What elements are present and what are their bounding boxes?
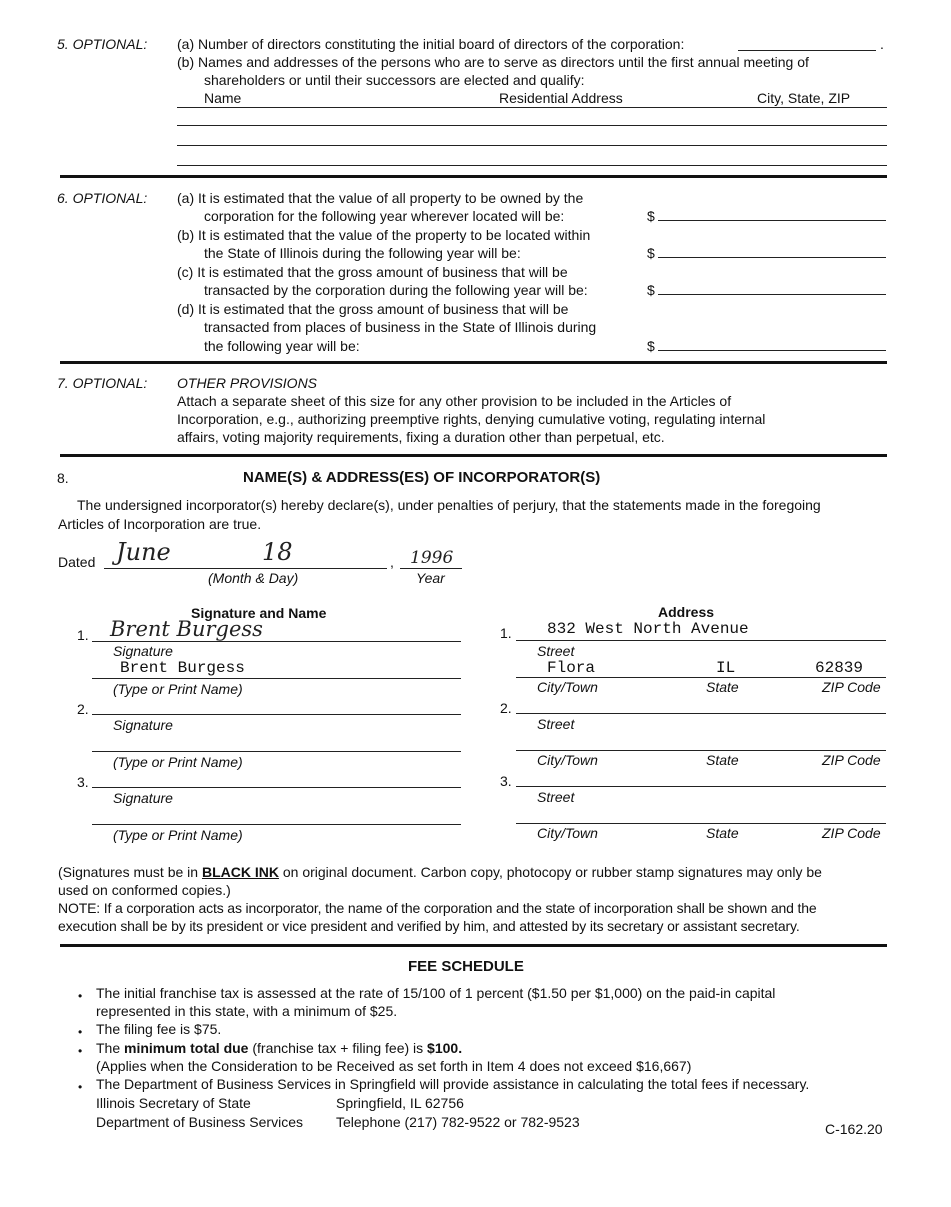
section-divider xyxy=(60,454,887,457)
property-value-field[interactable] xyxy=(658,220,886,221)
dollar-sign: $ xyxy=(647,245,655,261)
fee-item-4: The Department of Business Services in Springfield will provide assistance in calculating the total fees if necessary. xyxy=(96,1076,810,1092)
office-city: Springfield, IL 62756 xyxy=(336,1095,464,1111)
department-name: Department of Business Services xyxy=(96,1114,303,1130)
s6-item-c-line1: (c) It is estimated that the gross amount of business that will be xyxy=(177,264,568,280)
s6-item-d-line2: transacted from places of business in the State of Illinois during xyxy=(204,319,597,335)
directors-count-field[interactable] xyxy=(738,50,876,51)
address-header: Address xyxy=(658,604,715,620)
street-field-1[interactable] xyxy=(516,640,886,641)
street-field-2[interactable] xyxy=(516,713,886,714)
director-row-1[interactable] xyxy=(177,125,887,126)
fee-item-3: The minimum total due (franchise tax + filing fee) is $100. xyxy=(96,1040,463,1056)
address-number: 3. xyxy=(500,773,512,789)
handwritten-year: 1996 xyxy=(410,548,454,568)
zip-label: ZIP Code xyxy=(822,752,881,768)
section-divider xyxy=(60,175,887,178)
signature-name-header: Signature and Name xyxy=(191,605,327,621)
handwritten-month: June xyxy=(116,538,171,566)
dollar-sign: $ xyxy=(647,338,655,354)
illinois-business-field[interactable] xyxy=(658,350,886,351)
zip-label: ZIP Code xyxy=(822,679,881,695)
bullet: • xyxy=(78,1025,83,1039)
s5-item-a: (a) Number of directors constituting the initial board of directors of the corporation: xyxy=(177,36,685,52)
section-7-label: 7. OPTIONAL: xyxy=(57,375,148,391)
bullet: • xyxy=(78,1044,83,1058)
section-6-label: 6. OPTIONAL: xyxy=(57,190,148,206)
incorporator-1-street: 832 West North Avenue xyxy=(547,620,749,638)
black-ink-note-line2: used on conformed copies.) xyxy=(58,882,231,898)
form-number: C-162.20 xyxy=(825,1121,883,1137)
state-label: State xyxy=(706,679,739,695)
print-name-label: (Type or Print Name) xyxy=(113,754,243,770)
dated-label: Dated xyxy=(58,554,96,570)
director-row-3[interactable] xyxy=(177,165,887,166)
corporation-note-line2: execution shall be by its president or vice president and verified by him, and attested by its secretary or assistant secretary. xyxy=(58,918,800,934)
declaration-line1: The undersigned incorporator(s) hereby declare(s), under penalties of perjury, that the statements made in the foregoing xyxy=(77,497,821,513)
office-name: Illinois Secretary of State xyxy=(96,1095,251,1111)
other-provisions-title: OTHER PROVISIONS xyxy=(177,375,318,391)
year-label: Year xyxy=(416,570,445,586)
section-divider xyxy=(60,361,887,364)
s6-item-c-line2: transacted by the corporation during the following year will be: xyxy=(204,282,588,298)
city-state-zip-field-3[interactable] xyxy=(516,823,886,824)
street-field-3[interactable] xyxy=(516,786,886,787)
city-state-zip-field-2[interactable] xyxy=(516,750,886,751)
signature-label: Signature xyxy=(113,717,173,733)
s6-item-b-line2: the State of Illinois during the following year will be: xyxy=(204,245,521,261)
incorporator-1-name: Brent Burgess xyxy=(120,659,245,677)
black-ink-note: (Signatures must be in BLACK INK on original document. Carbon copy, photocopy or rubber stamp signatures may only be xyxy=(58,864,822,880)
s6-item-d-line3: the following year will be: xyxy=(204,338,360,354)
comma: , xyxy=(390,554,394,570)
col-header-city: City, State, ZIP xyxy=(757,90,851,106)
date-field[interactable] xyxy=(104,568,387,569)
declaration-line2: Articles of Incorporation are true. xyxy=(58,516,262,532)
bullet: • xyxy=(78,1080,83,1094)
s7-line3: affairs, voting majority requirements, fixing a duration other than perpetual, etc. xyxy=(177,429,665,445)
s7-line2: Incorporation, e.g., authorizing preemptive rights, denying cumulative voting, regulating internal xyxy=(177,411,766,427)
street-label: Street xyxy=(537,716,575,732)
incorporator-1-zip: 62839 xyxy=(815,659,864,677)
city-label: City/Town xyxy=(537,679,598,695)
incorporator-number: 1. xyxy=(77,627,89,643)
section-8-label: 8. xyxy=(57,470,69,486)
directors-header-line xyxy=(177,107,887,108)
city-state-zip-field-1[interactable] xyxy=(516,677,886,678)
zip-label: ZIP Code xyxy=(822,825,881,841)
s6-item-a-line1: (a) It is estimated that the value of all property to be owned by the xyxy=(177,190,584,206)
dollar-sign: $ xyxy=(647,208,655,224)
print-name-label: (Type or Print Name) xyxy=(113,681,243,697)
corporation-note-line1: NOTE: If a corporation acts as incorporator, the name of the corporation and the state of incorporation shall be shown and the xyxy=(58,900,817,916)
incorporator-number: 3. xyxy=(77,774,89,790)
street-label: Street xyxy=(537,643,575,659)
fee-item-3-note: (Applies when the Consideration to be Received as set forth in Item 4 does not exceed $16,667) xyxy=(96,1058,692,1074)
dollar-sign: $ xyxy=(647,282,655,298)
city-label: City/Town xyxy=(537,825,598,841)
director-row-2[interactable] xyxy=(177,145,887,146)
fee-item-1-line2: represented in this state, with a minimum of $25. xyxy=(96,1003,398,1019)
col-header-address: Residential Address xyxy=(499,90,623,106)
section-5-label: 5. OPTIONAL: xyxy=(57,36,148,52)
signature-field-3[interactable] xyxy=(92,787,461,788)
state-label: State xyxy=(706,825,739,841)
fee-item-2: The filing fee is $75. xyxy=(96,1021,222,1037)
print-name-field-3[interactable] xyxy=(92,824,461,825)
handwritten-day: 18 xyxy=(262,538,293,566)
s5-item-b-line1: (b) Names and addresses of the persons who are to serve as directors until the first annual meeting of xyxy=(177,54,809,70)
section-divider xyxy=(60,944,887,947)
incorporator-1-state: IL xyxy=(716,659,736,677)
incorporator-number: 2. xyxy=(77,701,89,717)
black-ink-emphasis: BLACK INK xyxy=(201,864,279,880)
month-day-label: (Month & Day) xyxy=(208,570,299,586)
s5-item-a-end: . xyxy=(880,36,884,52)
handwritten-signature: Brent Burgess xyxy=(110,617,263,641)
address-number: 2. xyxy=(500,700,512,716)
s6-item-a-line2: corporation for the following year wherever located will be: xyxy=(204,208,565,224)
incorporator-1-city: Flora xyxy=(547,659,596,677)
city-label: City/Town xyxy=(537,752,598,768)
fee-schedule-title: FEE SCHEDULE xyxy=(408,958,524,975)
signature-label: Signature xyxy=(113,643,173,659)
incorporators-title: NAME(S) & ADDRESS(ES) OF INCORPORATOR(S) xyxy=(243,469,601,486)
print-name-field-2[interactable] xyxy=(92,751,461,752)
state-label: State xyxy=(706,752,739,768)
gross-business-field[interactable] xyxy=(658,294,886,295)
signature-label: Signature xyxy=(113,790,173,806)
fee-item-1-line1: The initial franchise tax is assessed at the rate of 15/100 of 1 percent ($1.50 per $1,000) on the paid-in capital xyxy=(96,985,776,1001)
signature-field-2[interactable] xyxy=(92,714,461,715)
department-phone: Telephone (217) 782-9522 or 782-9523 xyxy=(336,1114,580,1130)
year-field[interactable] xyxy=(400,568,462,569)
signature-field-1[interactable] xyxy=(92,641,461,642)
bullet: • xyxy=(78,989,83,1003)
print-name-field-1[interactable] xyxy=(92,678,461,679)
s7-line1: Attach a separate sheet of this size for any other provision to be included in the Articles of xyxy=(177,393,732,409)
address-number: 1. xyxy=(500,625,512,641)
illinois-property-field[interactable] xyxy=(658,257,886,258)
s5-item-b-line2: shareholders or until their successors are elected and qualify: xyxy=(204,72,585,88)
street-label: Street xyxy=(537,789,575,805)
print-name-label: (Type or Print Name) xyxy=(113,827,243,843)
s6-item-d-line1: (d) It is estimated that the gross amount of business that will be xyxy=(177,301,569,317)
col-header-name: Name xyxy=(204,90,242,106)
s6-item-b-line1: (b) It is estimated that the value of the property to be located within xyxy=(177,227,591,243)
